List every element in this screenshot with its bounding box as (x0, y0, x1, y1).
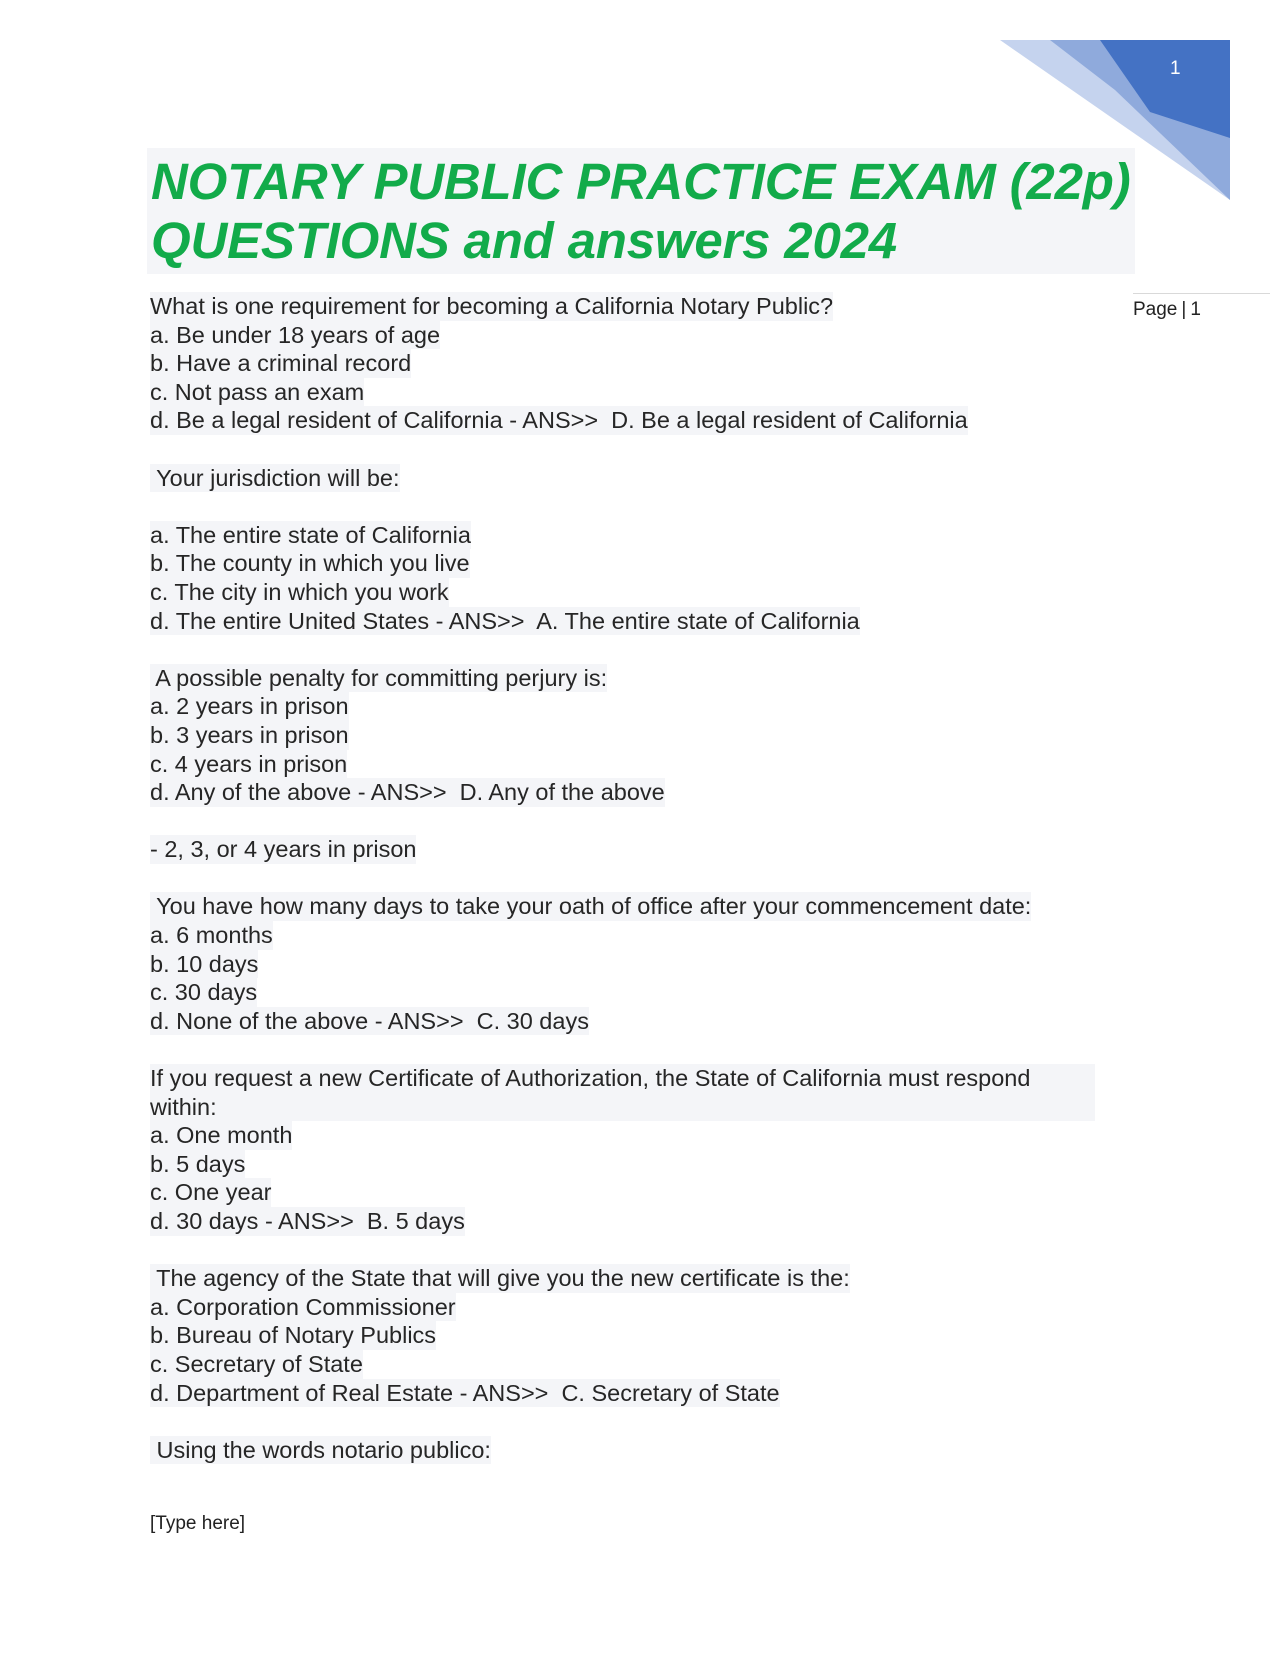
page-label (1133, 293, 1270, 321)
text-line: b. The county in which you live (150, 550, 470, 577)
text-line: d. Be a legal resident of California - ANS>> D. Be a legal resident of California (150, 407, 968, 434)
text-line: If you request a new Certificate of Authorization, the State of California must respond within: (150, 1064, 1095, 1121)
text-line: d. 30 days - ANS>> B. 5 days (150, 1208, 465, 1234)
text-line: c. 4 years in prison (150, 750, 348, 777)
text-line: Using the words notario publico: (150, 1436, 491, 1463)
text-line: d. Any of the above - ANS>> D. Any of the above (150, 779, 665, 806)
blank-line (150, 492, 1110, 521)
text-line: a. Be under 18 years of age (150, 321, 441, 348)
text-line: A possible penalty for committing perjury is: (150, 664, 608, 691)
title-line-1: NOTARY PUBLIC PRACTICE EXAM (22p) (151, 153, 1131, 210)
text-line: b. 10 days (150, 950, 259, 977)
corner-page-number: 1 (1170, 58, 1181, 79)
blank-line (150, 807, 1110, 836)
text-line: c. Not pass an exam (150, 378, 365, 405)
text-line: - 2, 3, or 4 years in prison (150, 836, 417, 863)
blank-line (150, 1407, 1110, 1436)
title-line-2: QUESTIONS and answers 2024 (151, 212, 897, 269)
blank-line (150, 1035, 1110, 1064)
blank-line (150, 435, 1110, 464)
text-line: c. 30 days (150, 979, 258, 1006)
text-line: b. 3 years in prison (150, 721, 349, 748)
text-line: You have how many days to take your oath of office after your commencement date: (150, 893, 1032, 920)
blank-line (150, 635, 1110, 664)
text-line: d. The entire United States - ANS>> A. The entire state of California (150, 607, 860, 634)
text-line: The agency of the State that will give you the new certificate is the: (150, 1265, 850, 1292)
text-line: b. Have a criminal record (150, 350, 412, 377)
page-label-text: Page (1133, 299, 1178, 320)
page-label-separator: | (1181, 299, 1187, 320)
text-line: Your jurisdiction will be: (150, 464, 400, 491)
text-line: a. 6 months (150, 922, 273, 949)
text-line: a. Corporation Commissioner (150, 1293, 456, 1320)
page-label-number: 1 (1190, 299, 1201, 320)
text-line: c. The city in which you work (150, 578, 449, 605)
text-line: d. Department of Real Estate - ANS>> C. Secretary of State (150, 1379, 780, 1406)
text-line: c. Secretary of State (150, 1350, 363, 1377)
page-title (147, 148, 1135, 274)
blank-line (150, 864, 1110, 893)
text-line: b. 5 days (150, 1150, 246, 1177)
text-line: a. The entire state of California (150, 521, 471, 548)
text-line: What is one requirement for becoming a California Notary Public? (150, 293, 834, 319)
question-list (150, 292, 1110, 1464)
text-line: a. One month (150, 1122, 293, 1149)
blank-line (150, 1236, 1110, 1265)
text-line: a. 2 years in prison (150, 693, 349, 720)
text-line: c. One year (150, 1179, 272, 1206)
text-line: b. Bureau of Notary Publics (150, 1322, 437, 1349)
text-line: d. None of the above - ANS>> C. 30 days (150, 1007, 589, 1034)
footer-placeholder: [Type here] (150, 1513, 246, 1534)
